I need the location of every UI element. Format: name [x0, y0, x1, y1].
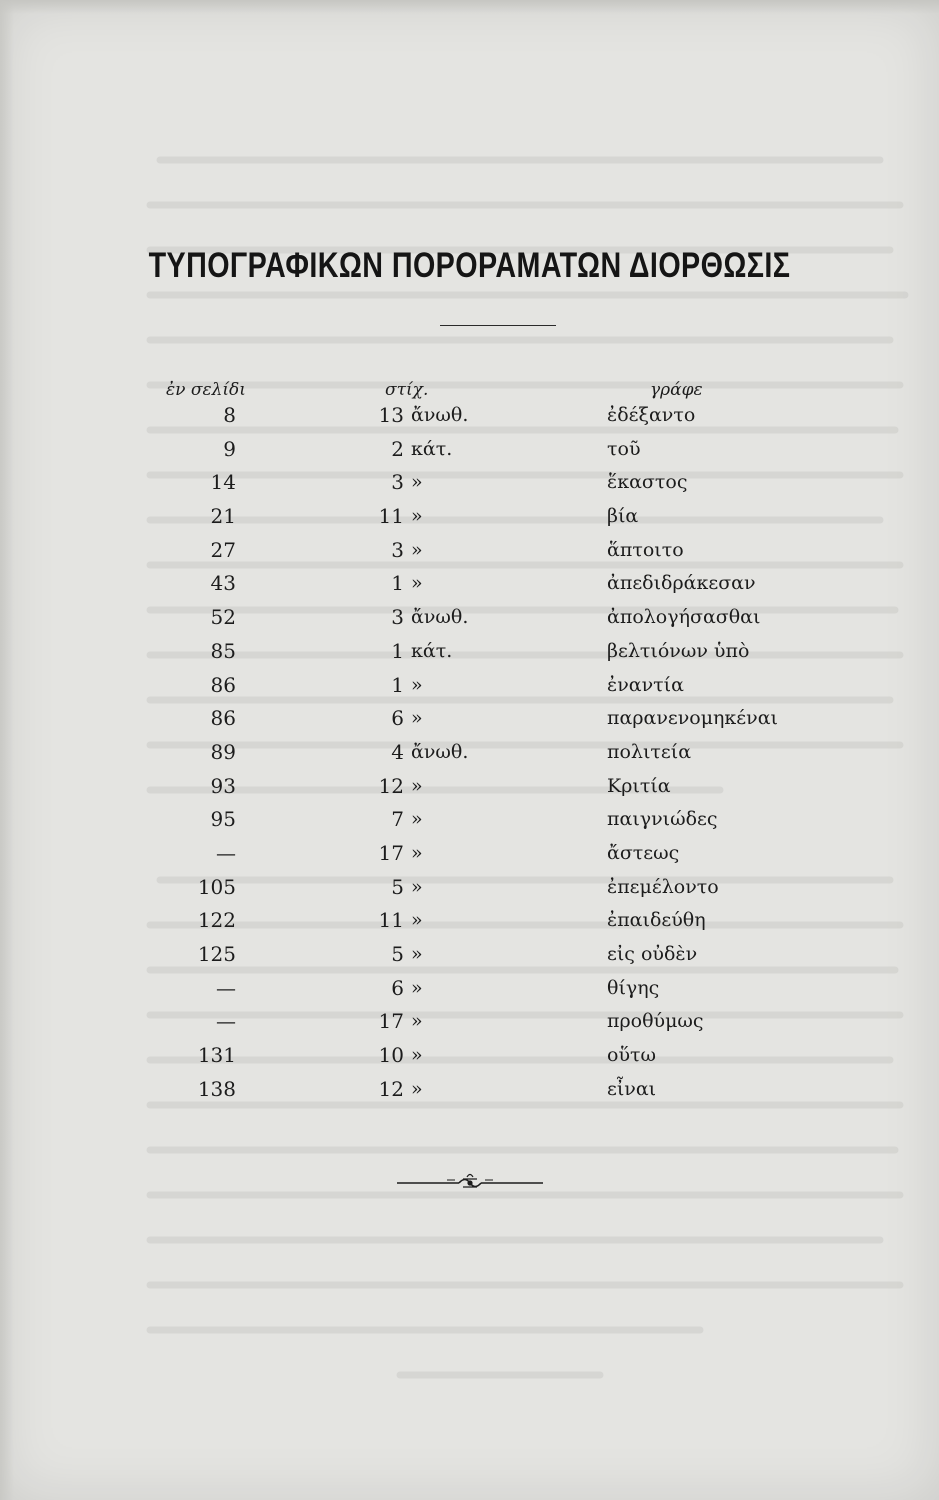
- row-correction: θίγης: [607, 976, 660, 999]
- row-page: 89: [210, 739, 236, 764]
- row-line: 17: [378, 840, 404, 865]
- row-correction: προθύμως: [607, 1010, 704, 1033]
- row-line: 3: [391, 470, 404, 495]
- row-line: 4: [391, 739, 404, 764]
- row-page: 8: [223, 403, 236, 427]
- row-direction: »: [411, 538, 423, 561]
- row-page: —: [216, 975, 236, 1000]
- row-line: 12: [378, 773, 404, 798]
- page-title: ΤΥΠΟΓΡΑΦΙΚΩΝ ΠΟΡΟΡΑΜΑΤΩΝ ΔΙΟΡΘΩΣΙΣ: [148, 246, 791, 285]
- row-correction: ἀπεδιδράκεσαν: [607, 572, 756, 595]
- row-page: —: [216, 840, 236, 865]
- row-direction: ἄνωθ.: [411, 404, 469, 426]
- row-correction: ἄστεως: [607, 841, 680, 864]
- errata-row: [0, 905, 939, 939]
- header-read: γράφε: [650, 380, 703, 400]
- row-page: 43: [210, 571, 236, 596]
- row-page: 9: [223, 436, 236, 461]
- row-page: 122: [197, 908, 236, 933]
- row-page: 125: [197, 942, 236, 966]
- row-line: 1: [391, 672, 404, 697]
- row-direction: κάτ.: [411, 639, 453, 662]
- row-correction: τοῦ: [607, 437, 641, 460]
- row-page: 85: [210, 638, 236, 663]
- errata-row: [0, 636, 939, 670]
- row-line: 1: [391, 571, 404, 596]
- row-page: 52: [210, 605, 236, 630]
- row-line: 10: [378, 1043, 404, 1068]
- row-page: —: [216, 1009, 236, 1034]
- row-line: 2: [391, 436, 404, 461]
- row-line: 13: [378, 403, 404, 427]
- errata-row: [0, 434, 939, 468]
- row-correction: πολιτεία: [607, 740, 692, 763]
- row-page: 14: [210, 470, 236, 495]
- row-direction: »: [411, 471, 423, 494]
- errata-row: [0, 872, 939, 906]
- errata-row: [0, 1006, 939, 1040]
- row-correction: Κριτία: [607, 774, 671, 797]
- header-page: ἐν σελίδι: [166, 380, 246, 400]
- title-divider: [440, 325, 556, 326]
- row-page: 138: [197, 1076, 236, 1101]
- row-correction: ἐπεμέλοντο: [607, 875, 719, 898]
- page-top-shadow: [0, 0, 939, 14]
- row-correction: ἀπολογήσασθαι: [607, 606, 761, 629]
- row-direction: »: [411, 943, 423, 965]
- row-correction: παρανενομηκέναι: [607, 707, 778, 730]
- errata-row: [0, 602, 939, 636]
- row-direction: »: [411, 1044, 423, 1067]
- row-line: 1: [391, 638, 404, 663]
- row-line: 7: [391, 807, 404, 832]
- row-correction: ἐδέξαντο: [607, 404, 696, 426]
- row-direction: »: [411, 976, 423, 999]
- errata-row: [0, 973, 939, 1007]
- row-direction: »: [411, 572, 423, 595]
- row-direction: »: [411, 909, 423, 932]
- header-line: στίχ.: [385, 380, 429, 400]
- row-line: 17: [378, 1009, 404, 1034]
- row-page: 105: [197, 874, 236, 899]
- row-correction: ἐναντία: [607, 673, 684, 696]
- errata-row: [0, 1040, 939, 1074]
- row-direction: ἄνωθ.: [411, 606, 469, 629]
- typographic-flourish-icon: [397, 1168, 543, 1198]
- errata-row: [0, 804, 939, 838]
- errata-row: [0, 568, 939, 602]
- row-correction: ἕκαστος: [607, 471, 688, 494]
- row-direction: »: [411, 875, 423, 898]
- row-line: 5: [391, 874, 404, 899]
- row-direction: »: [411, 1010, 423, 1033]
- errata-row: [0, 535, 939, 569]
- errata-row: [0, 703, 939, 737]
- row-line: 12: [378, 1076, 404, 1101]
- row-page: 27: [210, 537, 236, 562]
- row-correction: βία: [607, 505, 639, 528]
- row-line: 11: [378, 908, 404, 933]
- row-direction: κάτ.: [411, 437, 453, 460]
- errata-row: [0, 939, 939, 973]
- errata-row: [0, 1074, 939, 1108]
- row-page: 21: [210, 504, 236, 529]
- errata-table: [0, 400, 939, 1107]
- errata-row: [0, 771, 939, 805]
- row-correction: παιγνιώδες: [607, 808, 718, 831]
- row-direction: »: [411, 841, 423, 864]
- errata-row: [0, 400, 939, 434]
- errata-row: [0, 467, 939, 501]
- row-line: 6: [391, 975, 404, 1000]
- row-direction: »: [411, 808, 423, 831]
- row-correction: εἰς οὐδὲν: [607, 943, 698, 965]
- row-line: 3: [391, 605, 404, 630]
- row-line: 3: [391, 537, 404, 562]
- row-page: 131: [197, 1043, 236, 1068]
- row-line: 5: [391, 942, 404, 966]
- row-direction: »: [411, 505, 423, 528]
- row-direction: ἄνωθ.: [411, 740, 469, 763]
- row-correction: βελτιόνων ὑπὸ: [607, 639, 750, 662]
- row-direction: »: [411, 774, 423, 797]
- row-correction: εἶναι: [607, 1077, 657, 1100]
- row-direction: »: [411, 673, 423, 696]
- row-direction: »: [411, 707, 423, 730]
- row-correction: ἅπτοιτο: [607, 538, 684, 561]
- errata-row: [0, 737, 939, 771]
- row-direction: »: [411, 1077, 423, 1100]
- errata-row: [0, 501, 939, 535]
- row-line: 6: [391, 706, 404, 731]
- row-page: 86: [210, 672, 236, 697]
- row-correction: οὕτω: [607, 1044, 656, 1067]
- errata-row: [0, 838, 939, 872]
- row-page: 95: [210, 807, 236, 832]
- row-page: 86: [210, 706, 236, 731]
- row-correction: ἐπαιδεύθη: [607, 909, 706, 932]
- errata-row: [0, 670, 939, 704]
- row-line: 11: [378, 504, 404, 529]
- row-page: 93: [210, 773, 236, 798]
